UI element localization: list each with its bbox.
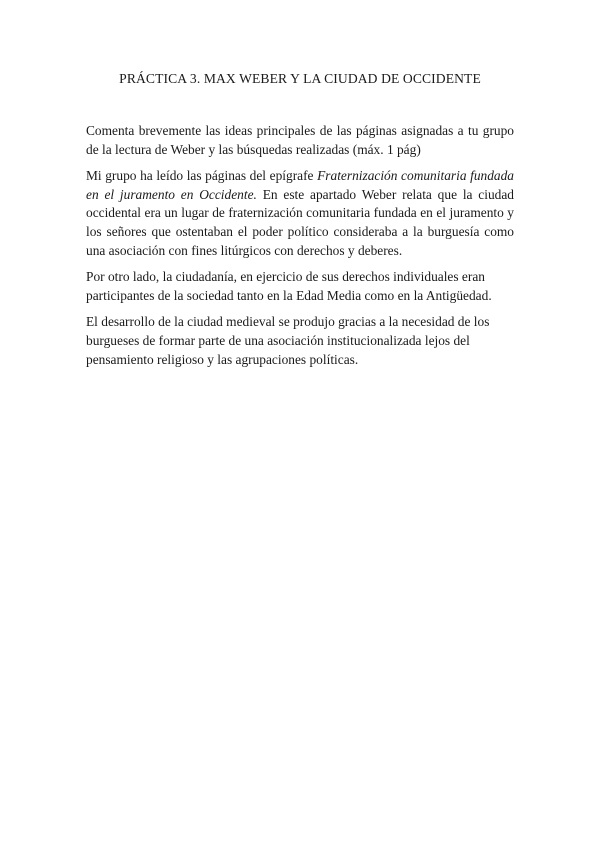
paragraph-ciudadania: Por otro lado, la ciudadanía, en ejercicio de sus derechos individuales eran participantes de la sociedad tanto en la Edad Media como en la Antigüedad. xyxy=(86,269,492,303)
document-body xyxy=(86,122,514,377)
epigraph-title: Fraternización comunitaria fundada en el juramento en Occidente. xyxy=(86,168,515,202)
paragraph-epigraph-lead: Mi grupo ha leído las páginas del epígrafe xyxy=(86,168,318,184)
paragraph-desarrollo: El desarrollo de la ciudad medieval se produjo gracias a la necesidad de los burgueses de formar parte de una asociación institucionalizada lejos del pensamiento religioso y las agrupaciones políticas. xyxy=(86,314,490,367)
paragraph-epigraph xyxy=(86,167,514,260)
assignment-prompt: Comenta brevemente las ideas principales de las páginas asignadas a tu grupo de la lectura de Weber y las búsquedas realizadas (máx. 1 pág) xyxy=(86,123,514,157)
paragraph-epigraph-rest: En este apartado Weber relata que la ciudad occidental era un lugar de fraternización comunitaria fundada en el juramento y los señores que ostentaban el poder político consideraba a la burguesía como una asociación con fines litúrgicos con derechos y deberes. xyxy=(86,186,514,258)
document-title: PRÁCTICA 3. MAX WEBER Y LA CIUDAD DE OCCIDENTE xyxy=(119,71,481,86)
